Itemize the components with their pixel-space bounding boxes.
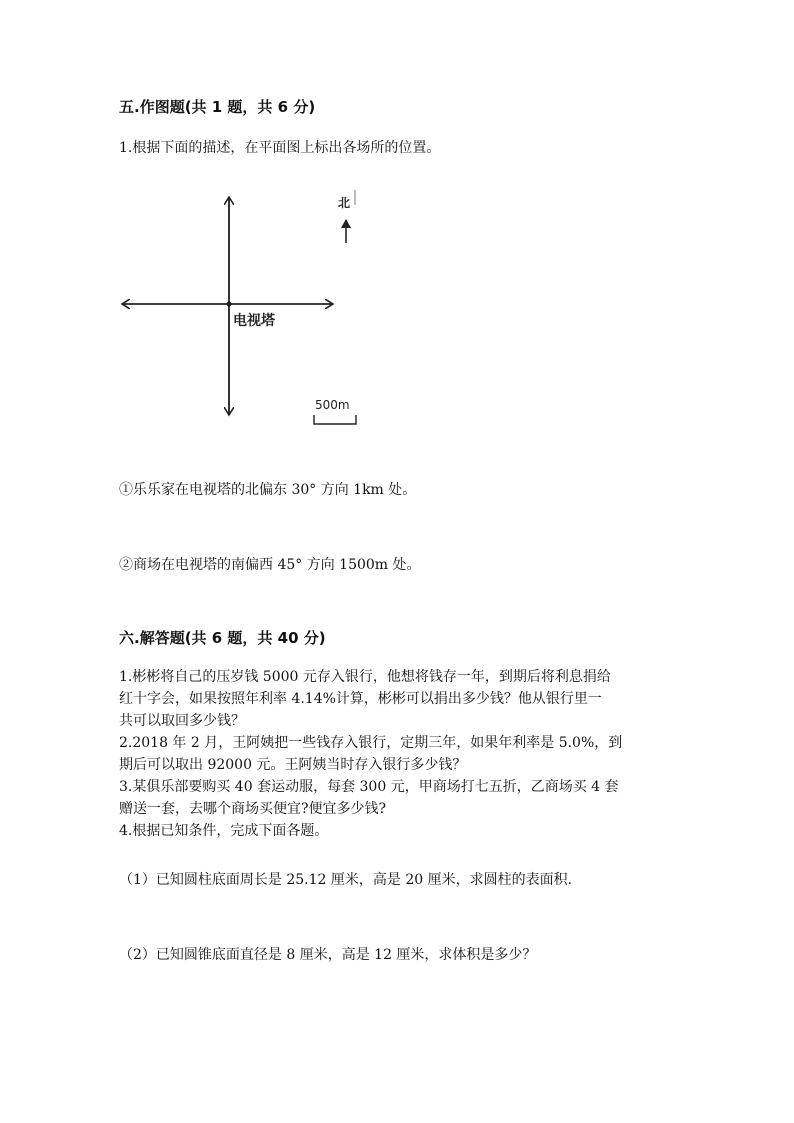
- question-5-1-item-2: ②商场在电视塔的南偏西 45° 方向 1500m 处。: [119, 557, 421, 573]
- question-5-1-text: 1.根据下面的描述，在平面图上标出各场所的位置。: [119, 140, 441, 156]
- question-6-2-line: 2.2018 年 2 月，王阿姨把一些钱存入银行，定期三年，如果年利率是 5.0%，到: [119, 735, 623, 751]
- question-6-4-sub-2: （2）已知圆锥底面直径是 8 厘米，高是 12 厘米，求体积是多少？: [119, 947, 537, 963]
- north-label: 北: [338, 196, 351, 210]
- question-6-1-line: 红十字会，如果按照年利率 4.14%计算，彬彬可以捐出多少钱？他从银行里一: [119, 691, 602, 707]
- section-5-heading: 五.作图题(共 1 题，共 6 分): [119, 98, 316, 116]
- question-6-1-line: 共可以取回多少钱？: [119, 713, 245, 729]
- question-6-3-line: 赠送一套，去哪个商场买便宜?便宜多少钱?: [119, 801, 387, 817]
- tv-tower-point: [227, 302, 232, 307]
- question-6-4-text: 4.根据已知条件，完成下面各题。: [119, 823, 329, 839]
- scale-label: 500m: [315, 398, 350, 412]
- scale-bar: [314, 415, 356, 424]
- question-5-1-item-1: ①乐乐家在电视塔的北偏东 30° 方向 1km 处。: [119, 482, 417, 498]
- section-6-heading: 六.解答题(共 6 题，共 40 分): [119, 629, 326, 647]
- question-6-2-line: 期后可以取出 92000 元。王阿姨当时存入银行多少钱？: [119, 757, 467, 773]
- floor-plan-diagram: [110, 185, 380, 430]
- question-6-4-sub-1: （1）已知圆柱底面周长是 25.12 厘米，高是 20 厘米，求圆柱的表面积.: [119, 872, 573, 888]
- question-6-1-line: 1.彬彬将自己的压岁钱 5000 元存入银行，他想将钱存一年，到期后将利息捐给: [119, 669, 611, 685]
- tv-tower-label: 电视塔: [233, 313, 275, 329]
- question-6-3-line: 3.某俱乐部要购买 40 套运动服，每套 300 元，甲商场打七五折，乙商场买 4 套: [119, 779, 619, 795]
- question-6-1: [119, 666, 622, 842]
